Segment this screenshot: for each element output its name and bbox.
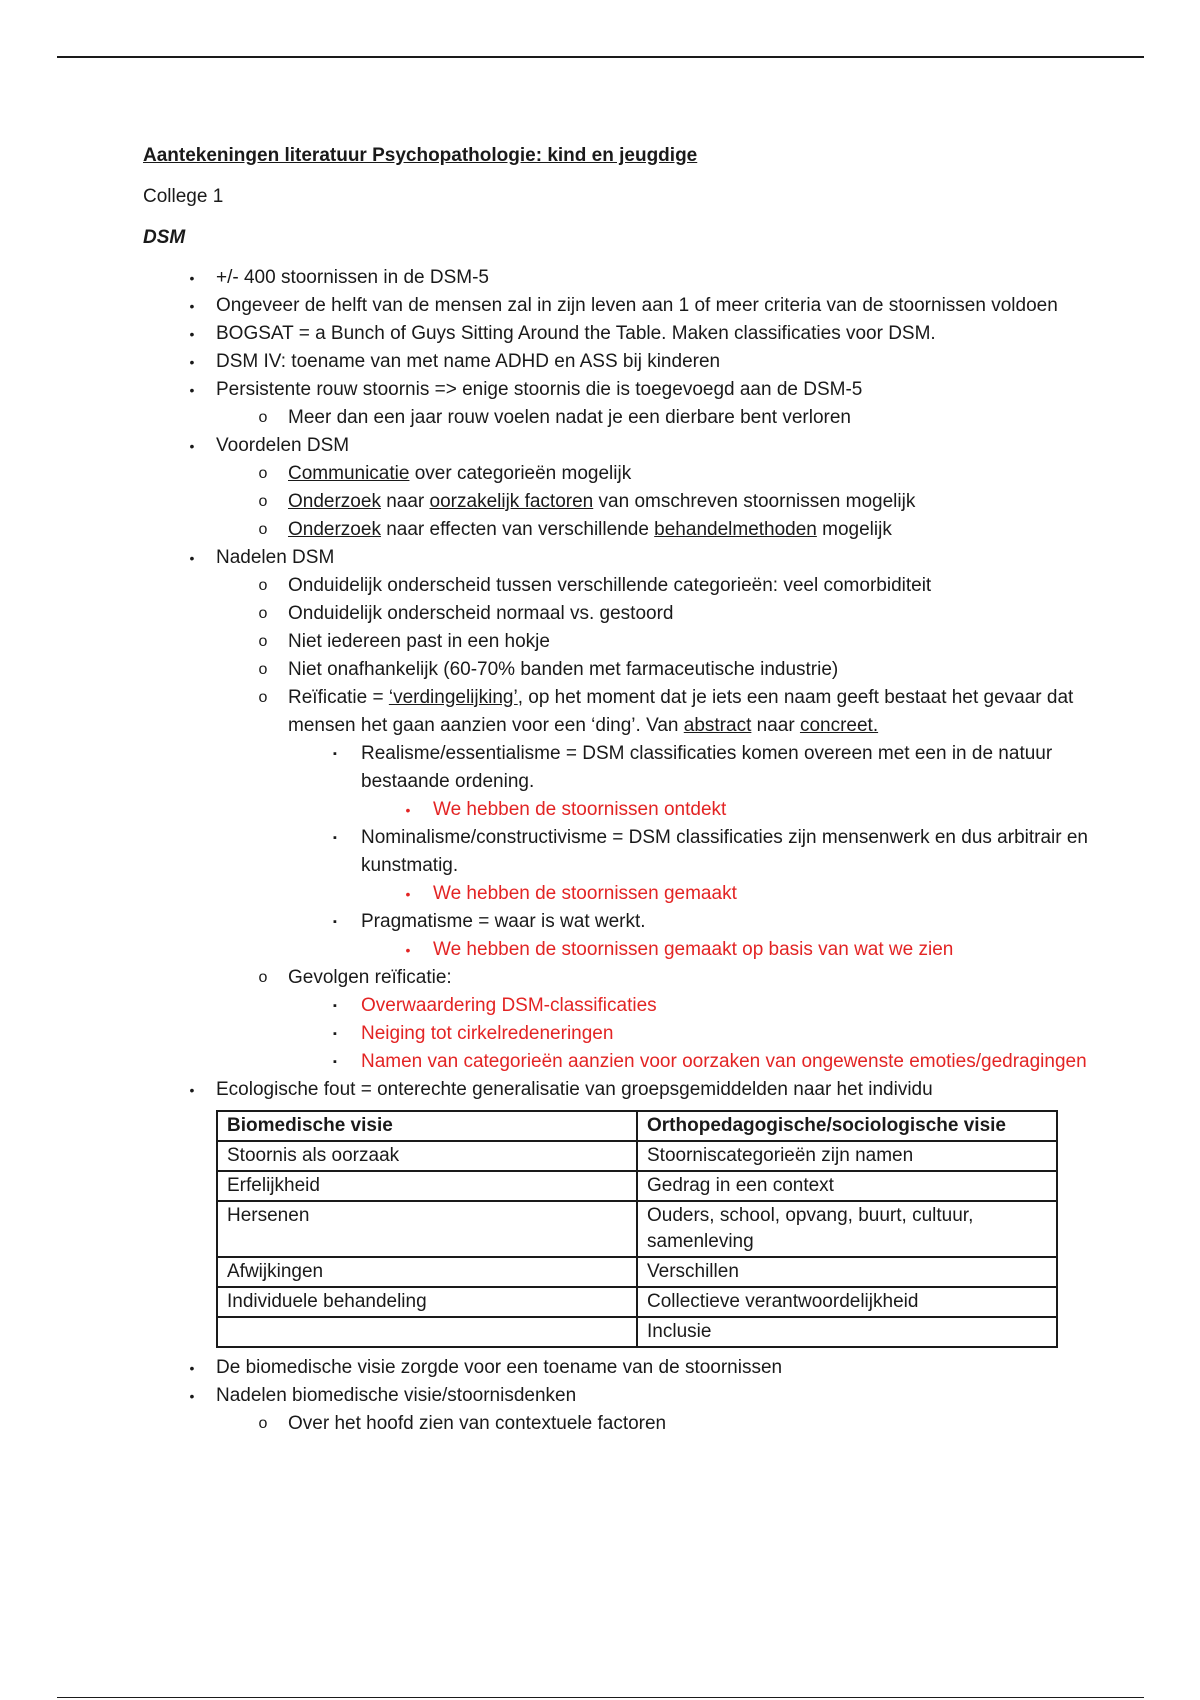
sub-sub-list-item: ▪ Realisme/essentialisme = DSM classificaties komen overeen met een in de natuur bestaande ordening.: [143, 740, 1093, 796]
bullet-icon: •: [189, 550, 195, 566]
list-item: • BOGSAT = a Bunch of Guys Sitting Around the Table. Maken classificaties voor DSM.: [143, 320, 1093, 348]
list-item: • +/- 400 stoornissen in de DSM-5: [143, 264, 1093, 292]
sub-list-item: o Reïficatie = ‘verdingelijking’, op het moment dat je iets een naam geeft bestaat het gevaar dat mensen het gaan aanzien voor een ‘ding’. Van abstract naar concreet.: [143, 684, 1093, 740]
square-bullet-icon: ▪: [333, 832, 337, 844]
table-cell: Gedrag in een context: [637, 1171, 1057, 1201]
circle-bullet-icon: o: [258, 465, 268, 482]
table-cell: Erfelijkheid: [217, 1171, 637, 1201]
list-item: • Voordelen DSM: [143, 432, 1093, 460]
sub-sub-list-item: ▪ Neiging tot cirkelredeneringen: [143, 1020, 1093, 1048]
sub-list-item: o Meer dan een jaar rouw voelen nadat je een dierbare bent verloren: [143, 404, 1093, 432]
table-header-row: [217, 1111, 1057, 1141]
table-cell: Stoorniscategorieën zijn namen: [637, 1141, 1057, 1171]
bullet-icon: •: [189, 298, 195, 314]
circle-bullet-icon: o: [258, 689, 268, 706]
sub-list-item: o Niet onafhankelijk (60-70% banden met farmaceutische industrie): [143, 656, 1093, 684]
red-bullet-icon: •: [405, 802, 411, 818]
sub-list-item: o Onduidelijk onderscheid tussen verschillende categorieën: veel comorbiditeit: [143, 572, 1093, 600]
red-bullet-icon: •: [405, 886, 411, 902]
highlight-item: • We hebben de stoornissen ontdekt: [143, 796, 1093, 824]
header-rule: [57, 56, 1144, 58]
table-cell: Stoornis als oorzaak: [217, 1141, 637, 1171]
table-cell: Inclusie: [637, 1317, 1057, 1347]
college-label: College 1: [143, 186, 224, 207]
sub-list-item: o Communicatie over categorieën mogelijk: [143, 460, 1093, 488]
table-header-cell: Orthopedagogische/sociologische visie: [637, 1111, 1057, 1141]
comparison-table: [216, 1110, 1058, 1348]
circle-bullet-icon: o: [258, 633, 268, 650]
circle-bullet-icon: o: [258, 605, 268, 622]
bullet-icon: •: [189, 1082, 195, 1098]
circle-bullet-icon: o: [258, 493, 268, 510]
sub-list-item: o Niet iedereen past in een hokje: [143, 628, 1093, 656]
circle-bullet-icon: o: [258, 521, 268, 538]
square-bullet-icon: ▪: [333, 1000, 337, 1012]
list-item: • Ecologische fout = onterechte generalisatie van groepsgemiddelden naar het individu: [143, 1076, 1093, 1104]
list-item: • Ongeveer de helft van de mensen zal in zijn leven aan 1 of meer criteria van de stoornissen voldoen: [143, 292, 1093, 320]
table-cell: [217, 1317, 637, 1347]
table-row: [217, 1201, 1057, 1257]
sub-list-item: o Onderzoek naar oorzakelijk factoren van omschreven stoornissen mogelijk: [143, 488, 1093, 516]
square-bullet-icon: ▪: [333, 1028, 337, 1040]
bullet-icon: •: [189, 326, 195, 342]
circle-bullet-icon: o: [258, 1415, 268, 1432]
table-row: [217, 1141, 1057, 1171]
list-item: • Nadelen biomedische visie/stoornisdenken: [143, 1382, 1093, 1410]
sub-sub-list-item: ▪ Overwaardering DSM-classificaties: [143, 992, 1093, 1020]
table-row: [217, 1317, 1057, 1347]
bullet-icon: •: [189, 354, 195, 370]
square-bullet-icon: ▪: [333, 1056, 337, 1068]
footer-rule: [57, 1697, 1144, 1698]
bullet-icon: •: [189, 270, 195, 286]
circle-bullet-icon: o: [258, 577, 268, 594]
list-item: • Persistente rouw stoornis => enige stoornis die is toegevoegd aan de DSM-5: [143, 376, 1093, 404]
sub-list-item: o Onderzoek naar effecten van verschillende behandelmethoden mogelijk: [143, 516, 1093, 544]
document-title: Aantekeningen literatuur Psychopathologie: kind en jeugdige: [143, 145, 698, 166]
table-row: [217, 1171, 1057, 1201]
list-item: • Nadelen DSM: [143, 544, 1093, 572]
document-body: [143, 142, 1093, 1438]
table-header-cell: Biomedische visie: [217, 1111, 637, 1141]
table-cell: Individuele behandeling: [217, 1287, 637, 1317]
sub-sub-list-item: ▪ Nominalisme/constructivisme = DSM classificaties zijn mensenwerk en dus arbitrair en kunstmatig.: [143, 824, 1093, 880]
square-bullet-icon: ▪: [333, 748, 337, 760]
red-bullet-icon: •: [405, 942, 411, 958]
table-row: [217, 1257, 1057, 1287]
table-row: [217, 1287, 1057, 1317]
sub-list-item: o Over het hoofd zien van contextuele factoren: [143, 1410, 1093, 1438]
sub-list-item: o Gevolgen reïficatie:: [143, 964, 1093, 992]
bullet-icon: •: [189, 438, 195, 454]
sub-sub-list-item: ▪ Pragmatisme = waar is wat werkt.: [143, 908, 1093, 936]
table-cell: Ouders, school, opvang, buurt, cultuur, samenleving: [637, 1201, 1057, 1257]
table-cell: Collectieve verantwoordelijkheid: [637, 1287, 1057, 1317]
circle-bullet-icon: o: [258, 409, 268, 426]
square-bullet-icon: ▪: [333, 916, 337, 928]
bullet-icon: •: [189, 382, 195, 398]
list-item: • DSM IV: toename van met name ADHD en ASS bij kinderen: [143, 348, 1093, 376]
sub-list-item: o Onduidelijk onderscheid normaal vs. gestoord: [143, 600, 1093, 628]
bullet-icon: •: [189, 1388, 195, 1404]
table-cell: Afwijkingen: [217, 1257, 637, 1287]
sub-sub-list-item: ▪ Namen van categorieën aanzien voor oorzaken van ongewenste emoties/gedragingen: [143, 1048, 1093, 1076]
highlight-item: • We hebben de stoornissen gemaakt op basis van wat we zien: [143, 936, 1093, 964]
table-cell: Verschillen: [637, 1257, 1057, 1287]
section-heading-dsm: DSM: [143, 227, 186, 248]
table-cell: Hersenen: [217, 1201, 637, 1257]
bullet-icon: •: [189, 1360, 195, 1376]
circle-bullet-icon: o: [258, 661, 268, 678]
list-item: • De biomedische visie zorgde voor een toename van de stoornissen: [143, 1354, 1093, 1382]
highlight-item: • We hebben de stoornissen gemaakt: [143, 880, 1093, 908]
circle-bullet-icon: o: [258, 969, 268, 986]
